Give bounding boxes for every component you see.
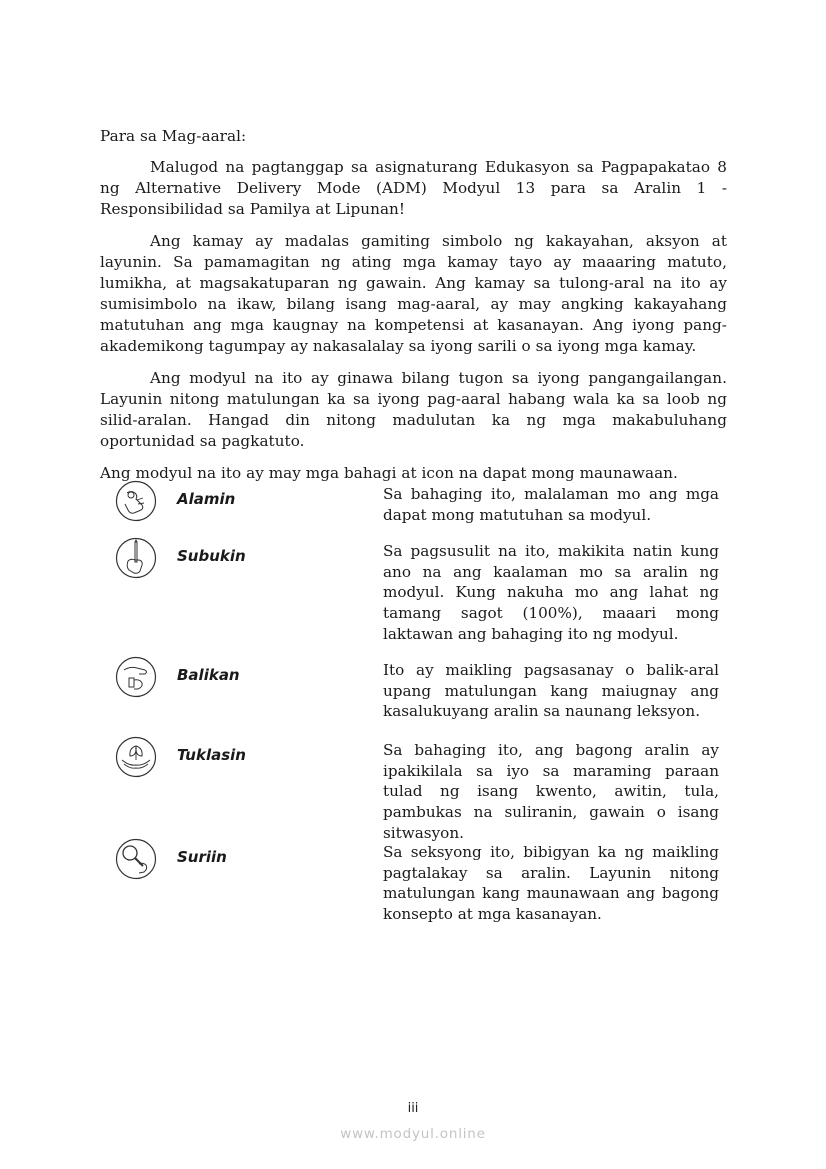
sections-intro-line: Ang modyul na ito ay may mga bahagi at icon na dapat mong maunawaan. <box>100 464 678 482</box>
section-description-tuklasin: Sa bahaging ito, ang bagong aralin ay ipakikilala sa iyo sa maraming paraan tulad ng isang kwento, awitin, tula, pambukas na suliranin, gawain o isang sitwasyon. <box>383 741 719 842</box>
section-description-alamin: Sa bahaging ito, malalaman mo ang mga dapat mong matutuhan sa modyul. <box>383 485 719 524</box>
section-description-subukin: Sa pagsusulit na ito, makikita natin kung ano na ang kaalaman mo sa aralin ng modyul. Kung nakuha mo ang lahat ng tamang sagot (100%), maaari mong laktawan ang bahaging ito ng modyul. <box>383 542 719 643</box>
watermark: www.modyul.online <box>340 1126 486 1142</box>
alamin-hand-icon <box>115 480 157 522</box>
intro-text-block <box>100 126 727 495</box>
hand-symbol-paragraph: Ang kamay ay madalas gamiting simbolo ng kakayahan, aksyon at layunin. Sa pamamagitan ng ating mga kamay tayo ay maaaring matuto, lumikha, at magsakatuparan ng gawain. Ang kamay sa tulong-aral na ito ay sumisimbolo na ikaw, bilang isang mag-aaral, ay may angking kakayahang matutuhan ang mga kaugnay na kompetensi at kasanayan. Ang iyong pang-akademikong tagumpay ay nakasalalay sa iyong sarili o sa iyong mga kamay. <box>100 232 727 355</box>
section-description-balikan: Ito ay maikling pagsasanay o balik-aral upang matulungan kang maiugnay ang kasalukuyang aralin sa naunang leksyon. <box>383 661 719 721</box>
section-title-alamin: Alamin <box>177 490 236 508</box>
module-purpose-paragraph: Ang modyul na ito ay ginawa bilang tugon sa iyong pangangailangan. Layunin nitong matulungan ka sa iyong pag-aaral habang wala ka sa loob ng silid-aralan. Hangad din nitong madulutan ka ng mga makabuluhang oportunidad sa pagkatuto. <box>100 369 727 450</box>
balikan-hand-icon <box>115 656 157 698</box>
tuklasin-leaf-hand-icon <box>115 736 157 778</box>
subukin-pencil-hand-icon <box>115 537 157 579</box>
section-title-tuklasin: Tuklasin <box>177 746 246 764</box>
greeting: Para sa Mag-aaral: <box>100 127 247 145</box>
section-title-subukin: Subukin <box>177 547 246 565</box>
welcome-paragraph: Malugod na pagtanggap sa asignaturang Edukasyon sa Pagpapakatao 8 ng Alternative Delivery Mode (ADM) Modyul 13 para sa Aralin 1 - Responsibilidad sa Pamilya at Lipunan! <box>100 158 727 218</box>
section-description-suriin: Sa seksyong ito, bibigyan ka ng maikling pagtalakay sa aralin. Layunin nitong matulungan kang maunawaan ang bagong konsepto at mga kasanayan. <box>383 843 719 924</box>
page-number: iii <box>407 1101 419 1116</box>
section-title-balikan: Balikan <box>177 666 240 684</box>
suriin-magnifier-hand-icon <box>115 838 157 880</box>
section-title-suriin: Suriin <box>177 848 227 866</box>
